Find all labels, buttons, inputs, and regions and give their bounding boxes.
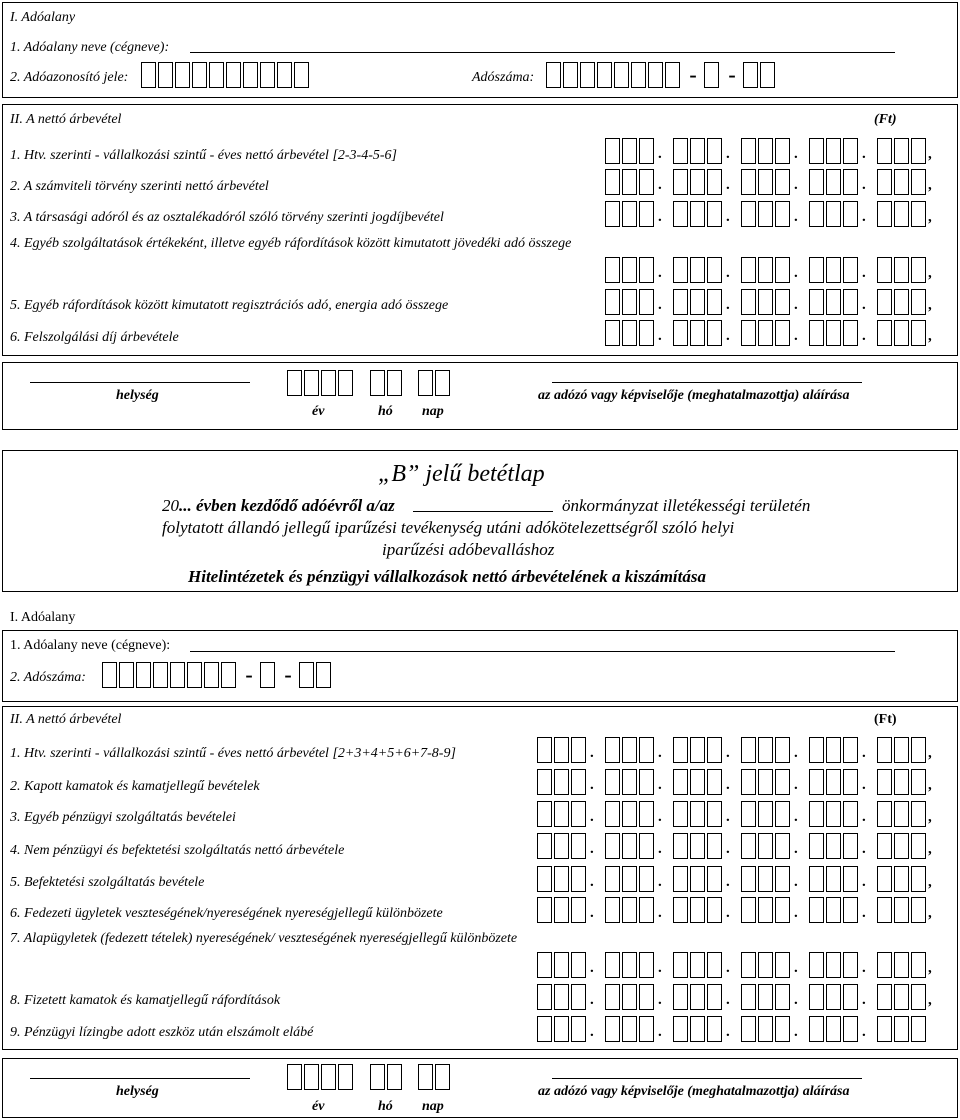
year-label: év	[312, 404, 325, 419]
place-label: helység	[116, 388, 159, 403]
row-label: 1. Htv. szerinti - vállalkozási szintű - éves nettó árbevétel [2-3-4-5-6]	[10, 148, 397, 163]
municipality-input-line[interactable]	[413, 511, 553, 512]
b-day-boxes[interactable]	[418, 1064, 452, 1090]
b-unit-label: (Ft)	[874, 712, 897, 727]
row-label: 2. A számviteli törvény szerinti nettó árbevétel	[10, 179, 269, 194]
signature-label: az adózó vagy képviselője (meghatalmazottja) aláírása	[538, 388, 850, 403]
row-label: 9. Pénzügyi lízingbe adott eszköz után elszámolt elábé	[10, 1025, 314, 1040]
b-signature-label: az adózó vagy képviselője (meghatalmazottja) aláírása	[538, 1084, 850, 1099]
b-subtitle: Hitelintézetek és pénzügyi vállalkozások nettó árbevételének a kiszámítása	[188, 567, 706, 586]
amount-boxes[interactable]: . . . . .	[537, 1016, 928, 1042]
b-section-title: I. Adóalany	[10, 610, 76, 625]
b-month-boxes[interactable]	[370, 1064, 404, 1090]
row-label: 2. Kapott kamatok és kamatjellegű bevételek	[10, 779, 260, 794]
row-label: 5. Befektetési szolgáltatás bevétele	[10, 875, 205, 890]
b-tax-number-label: 2. Adószáma:	[10, 670, 86, 685]
b-page-heading: „B” jelű betétlap	[378, 461, 545, 487]
row-label: 7. Alapügyletek (fedezett tételek) nyereségének/ veszteségének nyereségjellegű különbözete	[10, 931, 518, 946]
tax-number-boxes[interactable]: - -	[546, 62, 777, 88]
amount-boxes[interactable]: . . . . ,	[605, 169, 942, 195]
b-place-label: helység	[116, 1084, 159, 1099]
row-label: 3. Egyéb pénzügyi szolgáltatás bevételei	[10, 810, 236, 825]
b-month-label: hó	[378, 1099, 393, 1114]
section-title: II. A nettó árbevétel	[10, 112, 122, 127]
amount-boxes[interactable]: . . . . . ,	[537, 897, 942, 923]
amount-boxes[interactable]: . . . . . ,	[537, 866, 942, 892]
b-year-boxes[interactable]	[287, 1064, 355, 1090]
day-label: nap	[422, 404, 444, 419]
b-intro-line1: 20... évben kezdődő adóévről a/az	[162, 496, 395, 515]
month-label: hó	[378, 404, 393, 419]
b-name-label: 1. Adóalany neve (cégneve):	[10, 638, 171, 653]
row-label: 1. Htv. szerinti - vállalkozási szintű - éves nettó árbevétel [2+3+4+5+6+7-8-9]	[10, 746, 456, 761]
b-year-label: év	[312, 1099, 325, 1114]
amount-boxes[interactable]: . . . . . ,	[537, 952, 942, 978]
name-label: 1. Adóalany neve (cégneve):	[10, 40, 170, 55]
tax-number-label: Adószáma:	[472, 70, 535, 85]
amount-boxes[interactable]: . . . . ,	[605, 289, 942, 315]
place-line[interactable]	[30, 382, 250, 383]
amount-boxes[interactable]: . . . . ,	[605, 257, 942, 283]
b-place-line[interactable]	[30, 1078, 250, 1079]
b-tax-number-boxes[interactable]: - -	[102, 662, 333, 688]
amount-boxes[interactable]: . . . . . ,	[537, 801, 942, 827]
day-boxes[interactable]	[418, 370, 452, 396]
row-label: 6. Felszolgálási díj árbevétele	[10, 330, 179, 345]
name-input-line[interactable]	[190, 52, 895, 53]
b-section-title: II. A nettó árbevétel	[10, 712, 122, 727]
b-intro-line1-end: önkormányzat illetékességi területén	[562, 496, 811, 515]
amount-boxes[interactable]: . . . . ,	[605, 138, 942, 164]
signature-line[interactable]	[552, 382, 862, 383]
row-label: 3. A társasági adóról és az osztalékadóról szóló törvény szerinti jogdíjbevétel	[10, 210, 444, 225]
amount-boxes[interactable]: . . . . ,	[605, 201, 942, 227]
row-label: 6. Fedezeti ügyletek veszteségének/nyereségének nyereségjellegű különbözete	[10, 906, 443, 921]
section-title: I. Adóalany	[10, 10, 76, 25]
row-label: 8. Fizetett kamatok és kamatjellegű ráfordítások	[10, 993, 281, 1008]
amount-boxes[interactable]: . . . . . ,	[537, 984, 942, 1010]
amount-boxes[interactable]: . . . . . ,	[537, 737, 942, 763]
amount-boxes[interactable]: . . . . . ,	[537, 769, 942, 795]
row-label: 5. Egyéb ráfordítások között kimutatott regisztrációs adó, energia adó összege	[10, 298, 449, 313]
tax-id-boxes[interactable]	[141, 62, 311, 88]
month-boxes[interactable]	[370, 370, 404, 396]
b-intro-line3: iparűzési adóbevalláshoz	[382, 540, 555, 559]
year-boxes[interactable]	[287, 370, 355, 396]
b-signature-line[interactable]	[552, 1078, 862, 1079]
b-day-label: nap	[422, 1099, 444, 1114]
amount-boxes[interactable]: . . . . ,	[605, 320, 942, 346]
tax-id-label: 2. Adóazonosító jele:	[10, 70, 129, 85]
unit-label: (Ft)	[874, 112, 897, 127]
b-name-input-line[interactable]	[190, 651, 895, 652]
amount-boxes[interactable]: . . . . . ,	[537, 833, 942, 859]
row-label: 4. Nem pénzügyi és befektetési szolgáltatás nettó árbevétele	[10, 843, 345, 858]
b-intro-line2: folytatott állandó jellegű iparűzési tevékenység utáni adókötelezettségről szóló helyi	[162, 518, 735, 537]
row-label: 4. Egyéb szolgáltatások értékeként, illetve egyéb ráfordítások között kimutatott jövedéki adó összege	[10, 236, 572, 251]
